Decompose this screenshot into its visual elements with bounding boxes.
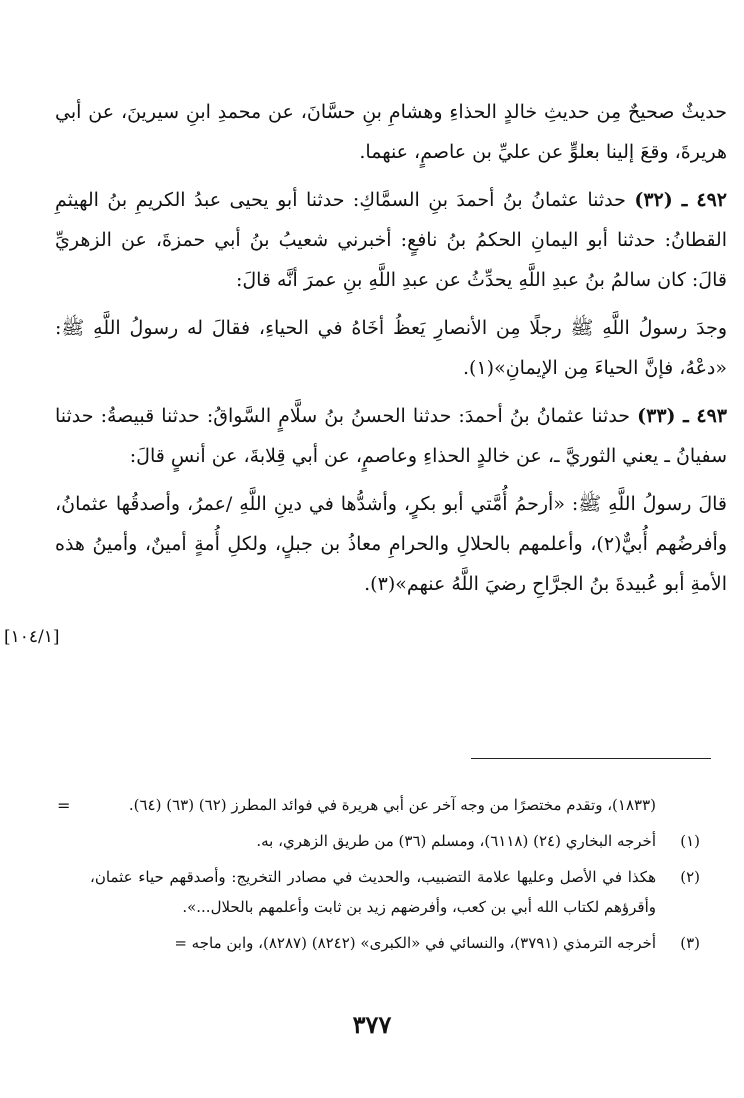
footnote-item [90, 862, 700, 922]
paragraph-1: حديثٌ صحيحٌ مِن حديثِ خالدٍ الحذاءِ وهشامِ بنِ حسَّانَ، عن محمدِ ابنِ سيرينَ، عن أبي هريرةَ، وقعَ إلينا بعلوٍّ عن عليِّ بن عاصمٍ، عنهما. [55, 101, 727, 163]
footnote-number: (٢) [680, 868, 700, 886]
footnote-number: (٣) [680, 934, 700, 952]
footnote-continuation-mark: = [57, 796, 71, 815]
paragraph-3: وجدَ رسولُ اللَّهِ ﷺ رجلًا مِن الأنصارِ يَعظُ أخَاهُ في الحياءِ، فقالَ له رسولُ اللَّهِ ﷺ: «دعْهُ، فإنَّ الحياءَ مِن الإيمانِ»(١). [55, 317, 727, 379]
paragraph-5: قالَ رسولُ اللَّهِ ﷺ: «أرحمُ أُمَّتي أبو بكرٍ، وأشدُّها في دينِ اللَّهِ /عمرُ، وأصدقُها عثمانُ، وأفرضُهم أُبيٌّ(٢)، وأعلمهم بالحلالِ والحرامِ معاذُ بن جبلٍ، ولكلِ أُمةٍ أمينٌ، وأمينُ هذه الأمةِ أبو عُبيدةَ بنُ الجرَّاحِ رضيَ اللَّهُ عنهم»(٣). [55, 493, 727, 595]
footnote-text: أخرجه البخاري (٢٤) (٦١١٨)، ومسلم (٣٦) من طريق الزهري، به. [256, 832, 656, 850]
hadith-number-493: ٤٩٣ ـ (٣٣) [637, 405, 727, 427]
paragraph-4 [55, 396, 727, 476]
main-text [55, 92, 727, 604]
footnote-number: (١) [680, 832, 700, 850]
footnote-number [656, 790, 700, 820]
paragraph-2 [55, 180, 727, 300]
footnote-item [90, 826, 700, 856]
footnotes [90, 790, 700, 964]
footnote-text: هكذا في الأصل وعليها علامة التضبيب، والحديث في مصادر التخريج: وأصدقهم حياء عثمان، وأقرؤهم لكتاب الله أبي بن كعب، وأفرضهم زيد بن ثابت وأعلمهم بالحلال...». [90, 868, 656, 916]
page-number: ٣٧٧ [352, 1010, 392, 1039]
footnote-item [90, 790, 700, 820]
footnote-text: أخرجه الترمذي (٣٧٩١)، والنسائي في «الكبرى» (٨٢٤٢) (٨٢٨٧)، وابن ماجه = [174, 934, 656, 952]
manuscript-folio-note: [١٠٤/١] [4, 627, 60, 647]
footnote-text: (١٨٣٣)، وتقدم مختصرًا من وجه آخر عن أبي هريرة في فوائد المطرز (٦٢) (٦٣) (٦٤). [128, 796, 656, 814]
footnote-divider [471, 758, 711, 759]
paragraph-4-text: حدثنا عثمانُ بنُ أحمدَ: حدثنا الحسنُ بنُ سلَّامٍ السَّواقُ: حدثنا قبيصةُ: حدثنا سفيانُ ـ يعني الثوريَّ ـ، عن خالدٍ الحذاءِ وعاصمٍ، عن أبي قِلابةَ، عن أنسٍ قالَ: [55, 405, 727, 467]
paragraph-2-text: حدثنا عثمانُ بنُ أحمدَ بنِ السمَّاكِ: حدثنا أبو يحيى عبدُ الكريمِ بنُ الهيثمِ القطانُ: حدثنا أبو اليمانِ الحكمُ بنُ نافعٍ: أخبرني شعيبُ بنُ أبي حمزةَ، عن الزهريِّ قالَ: كان سالمُ بنُ عبدِ اللَّهِ يحدِّثُ عن عبدِ اللَّهِ بنِ عمرَ أنَّه قالَ: [55, 189, 727, 291]
footnote-item [90, 928, 700, 958]
hadith-number-492: ٤٩٢ ـ (٣٢) [634, 189, 727, 211]
